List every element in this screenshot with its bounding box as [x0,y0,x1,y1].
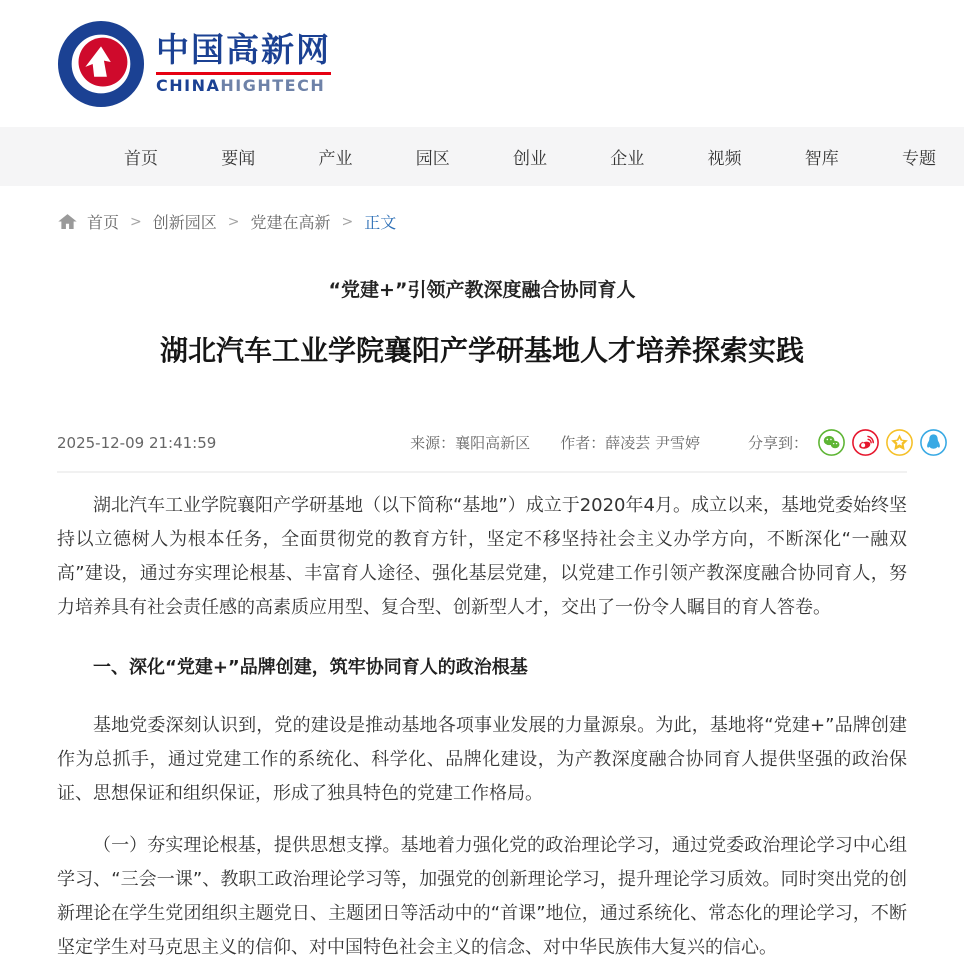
article-author: 作者：薛凌芸 尹雪婷 [560,434,700,453]
section-heading-1: 一、深化“党建+”品牌创建，筑牢协同育人的政治根基 [93,657,528,679]
nav-item-special[interactable]: 专题 [902,149,936,169]
logo-en-title: CHINAHIGHTECH [156,75,326,95]
article-meta-row [57,429,907,456]
article-body [57,489,907,965]
paragraph-3: （一）夯实理论根基，提供思想支撑。基地着力强化党的政治理论学习，通过党委政治理论学习中心组学习、“三会一课”、教职工政治理论学习等，加强党的创新理论学习，提升理论学习质效。同时突出党的创新理论在学生党团组织主题党日、主题团日等活动中的“首课”地位，通过系统化、常态化的理论学习，不断坚定学生对马克思主义的信仰、对中国特色社会主义的信念、对中华民族伟大复兴的信心。 [57,835,907,959]
logo-text [156,30,331,95]
nav-item-video[interactable]: 视频 [707,149,742,169]
logo-cn-title: 中国高新网 [156,30,331,70]
site-logo[interactable] [57,20,331,108]
breadcrumb-home[interactable]: 首页 [87,213,120,232]
nav-item-thinktank[interactable]: 智库 [804,149,839,169]
qzone-share-icon[interactable] [886,429,913,456]
nav-item-parks[interactable]: 园区 [415,149,450,169]
publish-datetime: 2025-12-09 21:41:59 [57,433,217,452]
chinahightech-logo-mark-icon [57,20,145,108]
wechat-share-icon[interactable] [818,429,845,456]
home-icon [57,211,78,232]
meta-divider [57,471,907,473]
article-title: 湖北汽车工业学院襄阳产学研基地人才培养探索实践 [159,334,804,367]
site-header [0,0,964,127]
nav-item-enterprise[interactable]: 企业 [610,149,645,169]
breadcrumb-current: 正文 [364,213,397,232]
logo-red-rule [156,72,331,75]
article-subtitle: “党建+”引领产教深度融合协同育人 [328,279,636,301]
breadcrumb-party-building[interactable]: 党建在高新 [250,213,331,232]
share-buttons [818,429,947,456]
share-label: 分享到： [747,434,808,453]
qq-share-icon[interactable] [920,429,947,456]
main-nav [0,127,964,186]
breadcrumb-separator: > [227,213,240,230]
breadcrumb-separator: > [341,213,354,230]
article-source: 来源：襄阳高新区 [410,434,531,453]
breadcrumb-separator: > [130,213,142,230]
nav-item-startup[interactable]: 创业 [513,149,547,169]
paragraph-2: 基地党委深刻认识到，党的建设是推动基地各项事业发展的力量源泉。为此，基地将“党建+”品牌创建作为总抓手，通过党建工作的系统化、科学化、品牌化建设，为产教深度融合协同育人提供坚强的政治保证、思想保证和组织保证，形成了独具特色的党建工作格局。 [57,715,907,805]
nav-item-industry[interactable]: 产业 [318,149,353,169]
breadcrumb-innovation-parks[interactable]: 创新园区 [152,213,217,232]
nav-item-news[interactable]: 要闻 [221,149,256,169]
breadcrumb [57,210,907,233]
weibo-share-icon[interactable] [852,429,879,456]
nav-item-home[interactable]: 首页 [124,149,158,169]
paragraph-1: 湖北汽车工业学院襄阳产学研基地（以下简称“基地”）成立于2020年4月。成立以来，基地党委始终坚持以立德树人为根本任务，全面贯彻党的教育方针，坚定不移坚持社会主义办学方向，不断深化“一融双高”建设，通过夯实理论根基、丰富育人途径、强化基层党建，以党建工作引领产教深度融合协同育人，努力培养具有社会责任感的高素质应用型、复合型、创新型人才，交出了一份令人瞩目的育人答卷。 [57,495,907,619]
